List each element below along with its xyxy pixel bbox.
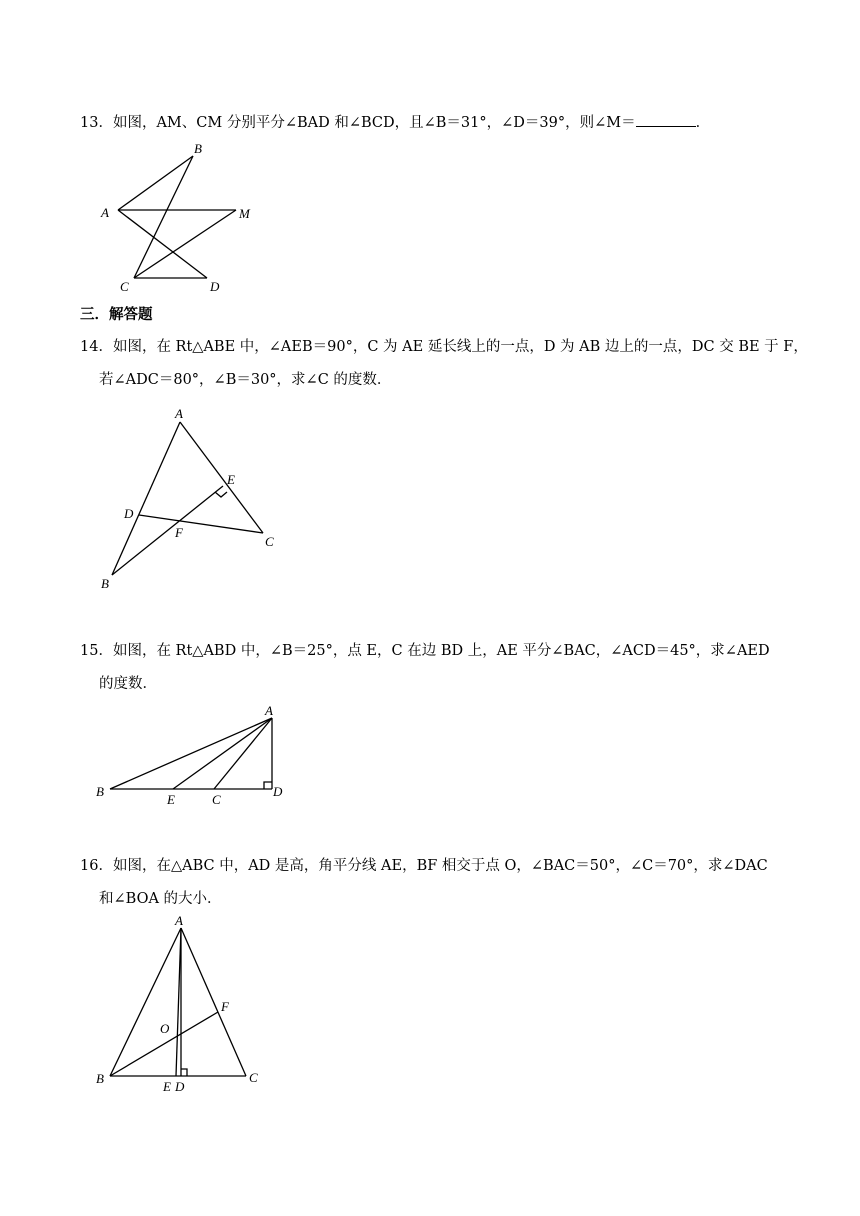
q14-label-e: E bbox=[227, 472, 235, 487]
q14-label-b: B bbox=[101, 576, 109, 591]
q13-label-d: D bbox=[210, 279, 220, 294]
q16-label-c: C bbox=[249, 1070, 258, 1085]
q16-label-a: A bbox=[175, 913, 183, 928]
q16-line1: 16．如图，在△ABC 中，AD 是高，角平分线 AE，BF 相交于点 O，∠BAC＝50°，∠C＝70°，求∠DAC bbox=[80, 858, 768, 874]
q16-segment-ab bbox=[110, 928, 181, 1076]
q13-label-c: C bbox=[120, 279, 129, 294]
q13-label-a: A bbox=[101, 205, 109, 220]
q13-tail: ． bbox=[695, 115, 711, 131]
q13-label-b: B bbox=[194, 141, 202, 156]
q15-line2: 的度数． bbox=[99, 676, 157, 692]
q14-label-c: C bbox=[265, 534, 274, 549]
q16-right-angle-mark bbox=[181, 1069, 187, 1076]
q16-line2: 和∠BOA 的大小． bbox=[99, 891, 222, 907]
q13-line1: 13．如图，AM、CM 分别平分∠BAD 和∠BCD，且∠B＝31°，∠D＝39°，则∠M＝ bbox=[80, 115, 636, 131]
q14-line1: 14．如图，在 Rt△ABE 中，∠AEB＝90°，C 为 AE 延长线上的一点，D 为 AB 边上的一点，DC 交 BE 于 F， bbox=[80, 339, 808, 355]
q13-label-m: M bbox=[239, 206, 250, 221]
q15-label-c: C bbox=[212, 792, 221, 807]
q14-label-a: A bbox=[175, 406, 183, 421]
q15-line1: 15．如图，在 Rt△ABD 中，∠B＝25°，点 E，C 在边 BD 上，AE 平分∠BAC，∠ACD＝45°，求∠AED bbox=[80, 643, 770, 659]
q14-label-d: D bbox=[124, 506, 134, 521]
section-heading: 三．解答题 bbox=[80, 306, 153, 323]
q14-line2: 若∠ADC＝80°，∠B＝30°，求∠C 的度数． bbox=[99, 372, 392, 388]
q16-label-o: O bbox=[160, 1021, 170, 1036]
q16-segment-ae bbox=[176, 928, 181, 1076]
q15-label-e: E bbox=[167, 792, 175, 807]
q15-label-b: B bbox=[96, 784, 104, 799]
q15-label-d: D bbox=[273, 784, 283, 799]
q16-label-e: E bbox=[163, 1079, 171, 1094]
q16-label-f: F bbox=[221, 999, 229, 1014]
q16-label-b: B bbox=[96, 1071, 104, 1086]
q15-label-a: A bbox=[265, 703, 273, 718]
q16-segment-ac bbox=[181, 928, 246, 1076]
q14-label-f: F bbox=[175, 525, 183, 540]
q16-label-d: D bbox=[175, 1079, 185, 1094]
